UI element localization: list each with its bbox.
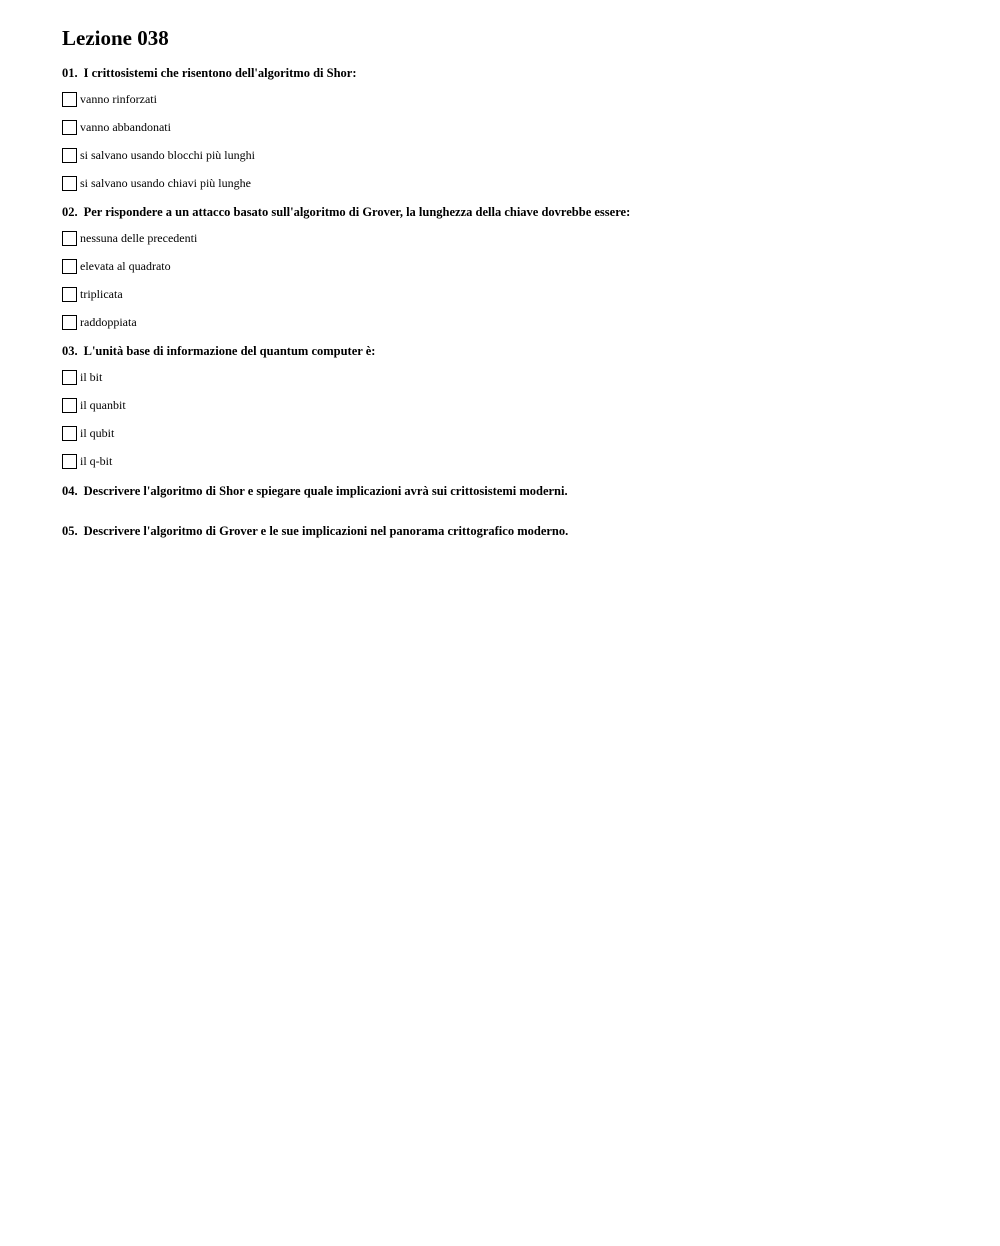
question-01 <box>62 65 962 192</box>
checkbox[interactable] <box>62 259 77 274</box>
question-number: 01. <box>62 66 78 80</box>
quiz-page <box>62 26 962 539</box>
option-label: vanno rinforzati <box>80 92 157 106</box>
question-label: Descrivere l'algoritmo di Shor e spiegare quale implicazioni avrà sui crittosistemi moderni. <box>83 484 568 498</box>
option-label: vanno abbandonati <box>80 120 171 134</box>
question-number: 04. <box>62 484 78 498</box>
option-item[interactable] <box>62 425 962 442</box>
question-text <box>62 483 962 499</box>
option-label: elevata al quadrato <box>80 259 171 273</box>
page-title: Lezione 038 <box>62 26 169 50</box>
checkbox[interactable] <box>62 287 77 302</box>
question-text <box>62 204 962 220</box>
option-item[interactable] <box>62 286 962 303</box>
question-label: Per rispondere a un attacco basato sull'algoritmo di Grover, la lunghezza della chiave dovrebbe essere: <box>83 205 631 219</box>
option-item[interactable] <box>62 175 962 192</box>
checkbox[interactable] <box>62 426 77 441</box>
question-03 <box>62 343 962 470</box>
option-item[interactable] <box>62 91 962 108</box>
checkbox[interactable] <box>62 231 77 246</box>
question-05 <box>62 523 962 539</box>
question-text <box>62 65 962 81</box>
question-label: L'unità base di informazione del quantum computer è: <box>83 344 376 358</box>
question-04 <box>62 483 962 499</box>
checkbox[interactable] <box>62 454 77 469</box>
option-item[interactable] <box>62 230 962 247</box>
option-label: raddoppiata <box>80 315 137 329</box>
option-label: triplicata <box>80 287 123 301</box>
option-label: il q-bit <box>80 454 113 468</box>
checkbox[interactable] <box>62 120 77 135</box>
option-item[interactable] <box>62 453 962 470</box>
option-item[interactable] <box>62 397 962 414</box>
option-item[interactable] <box>62 119 962 136</box>
option-item[interactable] <box>62 369 962 386</box>
question-text <box>62 343 962 359</box>
option-label: si salvano usando blocchi più lunghi <box>80 148 255 162</box>
checkbox[interactable] <box>62 92 77 107</box>
option-label: il qubit <box>80 426 115 440</box>
options-list <box>62 230 962 331</box>
option-label: il bit <box>80 370 103 384</box>
option-item[interactable] <box>62 147 962 164</box>
question-text <box>62 523 962 539</box>
option-label: si salvano usando chiavi più lunghe <box>80 176 251 190</box>
question-label: I crittosistemi che risentono dell'algoritmo di Shor: <box>83 66 357 80</box>
option-label: nessuna delle precedenti <box>80 231 198 245</box>
question-number: 03. <box>62 344 78 358</box>
checkbox[interactable] <box>62 148 77 163</box>
checkbox[interactable] <box>62 176 77 191</box>
option-item[interactable] <box>62 258 962 275</box>
question-label: Descrivere l'algoritmo di Grover e le sue implicazioni nel panorama crittografico moderno. <box>83 524 569 538</box>
question-number: 05. <box>62 524 78 538</box>
checkbox[interactable] <box>62 398 77 413</box>
checkbox[interactable] <box>62 315 77 330</box>
option-item[interactable] <box>62 314 962 331</box>
checkbox[interactable] <box>62 370 77 385</box>
option-label: il quanbit <box>80 398 126 412</box>
question-02 <box>62 204 962 331</box>
options-list <box>62 369 962 470</box>
options-list <box>62 91 962 192</box>
question-number: 02. <box>62 205 78 219</box>
